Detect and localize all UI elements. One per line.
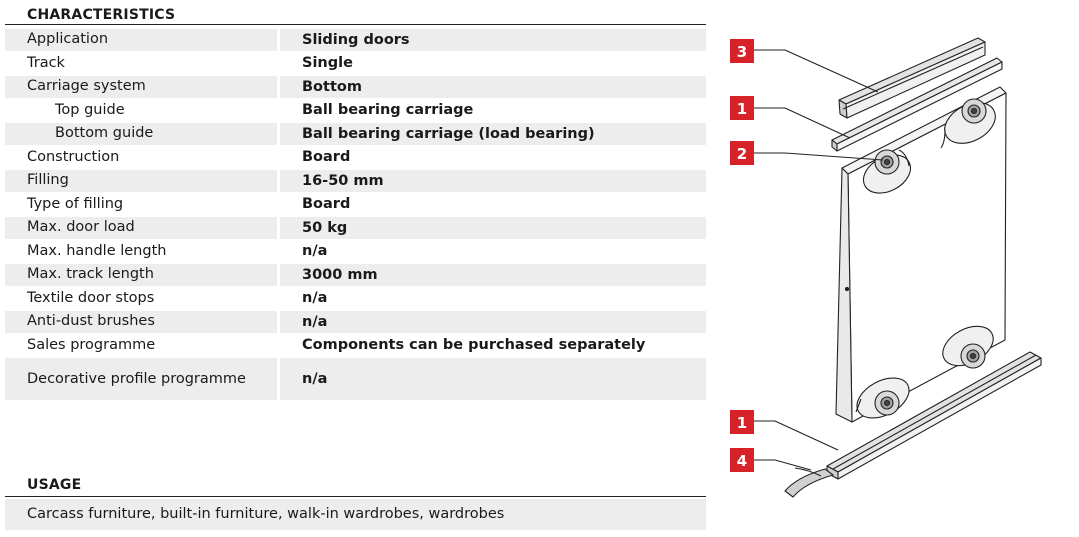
row-label: Textile door stops — [27, 289, 155, 306]
table-row — [5, 170, 706, 192]
row-label: Construction — [27, 148, 120, 165]
table-row — [5, 335, 706, 357]
row-label: Decorative profile programme — [5, 358, 277, 400]
usage-box — [5, 499, 706, 530]
adhesive-strip — [785, 468, 833, 497]
row-label: Filling — [5, 170, 277, 192]
usage-divider — [5, 496, 706, 497]
row-label: Type of filling — [27, 195, 124, 212]
row-label: Top guide — [55, 101, 125, 118]
table-row — [5, 311, 706, 333]
row-value: Bottom — [277, 76, 706, 98]
row-label: Anti-dust brushes — [5, 311, 277, 333]
row-value: Sliding doors — [277, 29, 706, 51]
table-row — [5, 241, 706, 263]
row-value: n/a — [277, 358, 706, 400]
table-row — [5, 288, 706, 310]
svg-text:1: 1 — [736, 100, 748, 118]
svg-text:4: 4 — [736, 452, 748, 470]
row-value: Ball bearing carriage — [277, 100, 706, 122]
svg-text:3: 3 — [736, 43, 748, 61]
table-row — [5, 264, 706, 286]
svg-text:2: 2 — [736, 145, 748, 163]
callout-3-badge — [730, 39, 754, 63]
row-value: Board — [277, 194, 706, 216]
row-value: Components can be purchased separately — [277, 335, 706, 357]
row-label: Bottom guide — [5, 123, 277, 145]
row-value: n/a — [277, 311, 706, 333]
svg-text:1: 1 — [736, 414, 748, 432]
usage-text: Carcass furniture, built-in furniture, walk-in wardrobes, wardrobes — [27, 506, 505, 522]
row-label: Sales programme — [27, 336, 156, 353]
characteristics-table — [5, 27, 706, 402]
table-row — [5, 29, 706, 51]
callout-1-bottom-badge — [730, 410, 754, 434]
table-row — [5, 147, 706, 169]
callout-4-badge — [730, 448, 754, 472]
row-value: Board — [277, 147, 706, 169]
row-value: n/a — [277, 288, 706, 310]
row-label: Max. door load — [5, 217, 277, 239]
characteristics-divider — [5, 24, 706, 25]
row-value: Single — [277, 53, 706, 75]
row-label: Max. track length — [5, 264, 277, 286]
table-row — [5, 100, 706, 122]
table-row — [5, 76, 706, 98]
row-value: 16-50 mm — [277, 170, 706, 192]
characteristics-title: CHARACTERISTICS — [27, 7, 176, 23]
table-row — [5, 217, 706, 239]
row-label: Track — [27, 54, 65, 71]
callout-1-top-badge — [730, 96, 754, 120]
table-row — [5, 358, 706, 400]
row-label: Application — [5, 29, 277, 51]
row-label: Max. handle length — [27, 242, 167, 259]
row-value: Ball bearing carriage (load bearing) — [277, 123, 706, 145]
callout-2-badge — [730, 141, 754, 165]
row-value: n/a — [277, 241, 706, 263]
row-value: 50 kg — [277, 217, 706, 239]
row-label: Carriage system — [5, 76, 277, 98]
usage-title: USAGE — [27, 477, 82, 493]
table-row — [5, 53, 706, 75]
table-row — [5, 123, 706, 145]
sliding-door-diagram — [715, 0, 1079, 537]
row-value: 3000 mm — [277, 264, 706, 286]
table-row — [5, 194, 706, 216]
